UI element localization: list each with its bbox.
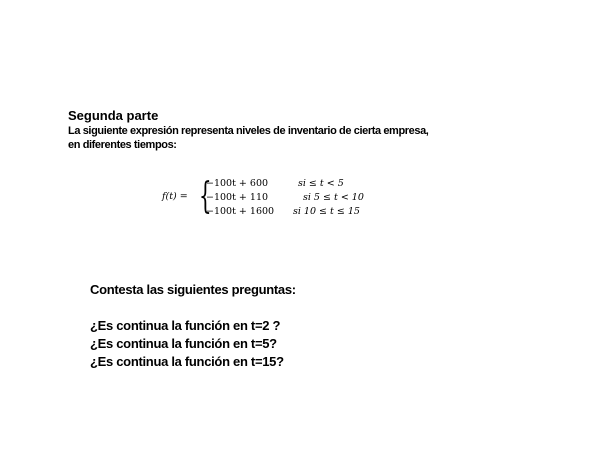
left-brace-symbol: {	[199, 176, 212, 217]
intro-line: en diferentes tiempos:	[68, 139, 177, 151]
section-heading: Segunda parte	[68, 108, 159, 123]
intro-line: La siguiente expresión representa niveles de inventario de cierta empresa,	[68, 125, 429, 137]
case-condition: si 5 ≤ t < 10	[303, 192, 364, 203]
piecewise-formula	[162, 178, 362, 220]
intro-text	[68, 124, 488, 152]
question-item: ¿Es continua la función en t=5?	[90, 336, 277, 351]
case-condition: si ≤ t < 5	[298, 178, 344, 189]
question-item: ¿Es continua la función en t=15?	[90, 354, 284, 369]
case-expression: −100t + 600	[206, 178, 269, 189]
formula-lhs: f(t) =	[162, 191, 188, 202]
case-expression: −100t + 110	[206, 192, 269, 203]
case-condition: si 10 ≤ t ≤ 15	[293, 206, 360, 217]
case-expression: −100t + 1600	[206, 206, 275, 217]
questions-title: Contesta las siguientes preguntas:	[90, 282, 296, 297]
question-item: ¿Es continua la función en t=2 ?	[90, 318, 281, 333]
